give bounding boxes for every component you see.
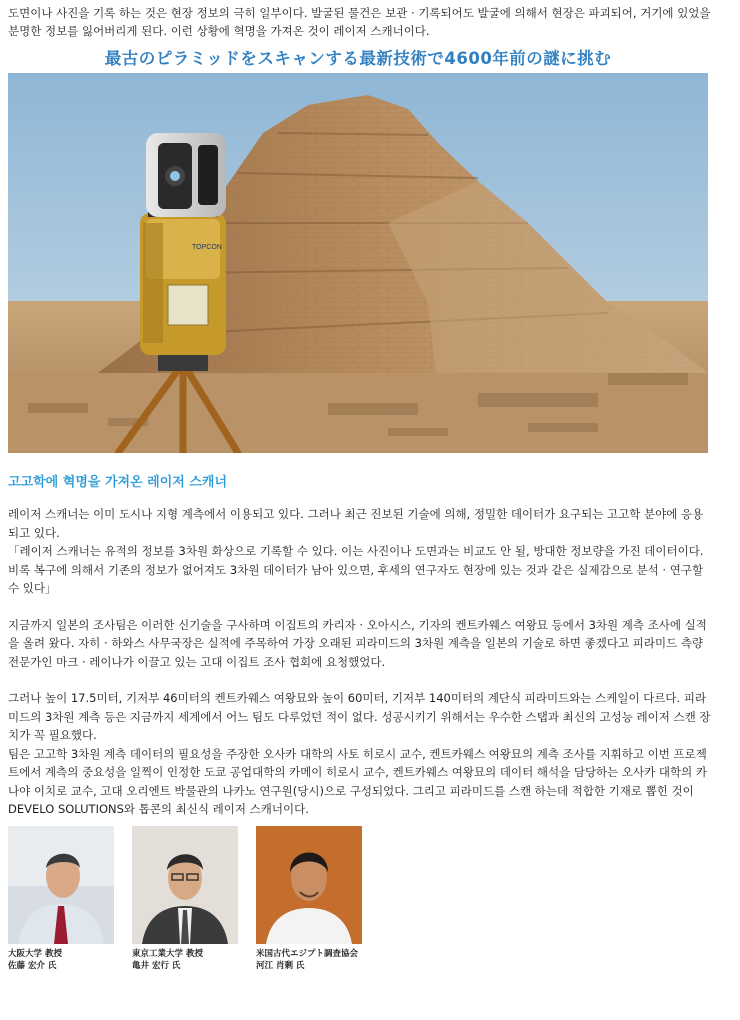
- section-title: 고고학에 혁명을 가져온 레이저 스캐너: [8, 475, 228, 490]
- caption-name: 河江 肖剰 氏: [256, 961, 305, 971]
- avatar: [8, 826, 114, 944]
- paragraph-gap: [8, 671, 712, 689]
- caption-name: 佐藤 宏介 氏: [8, 961, 57, 971]
- caption-affiliation: 大阪大学 教授: [8, 949, 62, 959]
- scanner-brand-label: TOPCON: [192, 244, 222, 251]
- intro-paragraph: 도면이나 사진을 기록 하는 것은 현장 정보의 극히 일부이다. 발굴된 물건은 보관 · 기록되어도 발굴에 의해서 현장은 파괴되어, 거기에 있었을 분명한 정보를 잃어버리게 된다. 이런 상황에 혁명을 가져온 것이 레이저 스캐너이다.: [8, 6, 711, 38]
- portrait-kamei: [132, 826, 238, 972]
- portrait-caption: [8, 948, 114, 972]
- portrait-caption: [256, 948, 362, 972]
- portrait-row: [8, 826, 362, 972]
- avatar: [256, 826, 362, 944]
- caption-name: 亀井 宏行 氏: [132, 961, 181, 971]
- paragraph: 레이저 스캐너는 이미 도시나 지형 계측에서 이용되고 있다. 그러나 최근 진보된 기술에 의해, 정밀한 데이터가 요구되는 고고학 분야에 응용되고 있다.: [8, 507, 704, 540]
- portrait-kawae: [256, 826, 362, 972]
- caption-affiliation: 東京工業大学 教授: [132, 949, 203, 959]
- pyramid-scanner-photo: [8, 73, 708, 453]
- portrait-sato: [8, 826, 114, 972]
- portrait-caption: [132, 948, 238, 972]
- article-body: [8, 505, 712, 819]
- paragraph: 「레이저 스캐너는 유적의 정보를 3차원 화상으로 기록할 수 있다. 이는 사진이나 도면과는 비교도 안 될, 방대한 정보량을 가진 데이터이다. 비록 복구에 의해서 기존의 정보가 없어져도 3차원 데이터가 남아 있으면, 후세의 연구자도 현장에 있는 것과 같은 실제감으로 분석 · 연구할 수 있다」: [8, 544, 704, 595]
- caption-affiliation: 米国古代エジプト調査協会: [256, 949, 359, 959]
- paragraph: 지금까지 일본의 조사팀은 이러한 신기술을 구사하며 이집트의 카리자 · 오아시스, 기자의 켄트카웨스 여왕묘 등에서 3차원 계측 조사에 실적을 올려 왔다. 자히 · 하와스 사무국장은 실적에 주목하여 가장 오래된 피라미드의 3차원 계측을 일본의 기술로 하면 좋겠다고 피라미드 측량 전문가인 마크 · 레이나가 이끌고 있는 고대 이집트 조사 협회에 요청했었다.: [8, 617, 707, 669]
- avatar: [132, 826, 238, 944]
- laser-scanner-icon: [140, 133, 226, 355]
- paragraph-gap: [8, 598, 712, 616]
- paragraph: 팀은 고고학 3차원 계측 데이터의 필요성을 주장한 오사카 대학의 사토 히로시 교수, 켄트카웨스 여왕묘의 계측 조사를 지휘하고 이번 프로젝트에서 계측의 중요성을 일찍이 인정한 도쿄 공업대학의 카메이 히로시 교수, 켄트카웨스 여왕묘의 데이터 해석을 담당하는 오사카 대학의 카나야 이치로 교수, 고대 오리엔트 박물관의 나카노 연구원(당시)으로 구성되었다. 그리고 피라미드를 스캔 하는데 적합한 기재로 뽑힌 것이 DEVELO SOLUTIONS와 톱콘의 최신식 레이저 스캐너이다.: [8, 746, 708, 816]
- paragraph: 그러나 높이 17.5미터, 기저부 46미터의 켄트카웨스 여왕묘와 높이 60미터, 기저부 140미터의 계단식 피라미드와는 스케일이 다르다. 피라미드의 3차원 계측 등은 지금까지 세계에서 어느 팀도 다루었던 적이 없다. 성공시키기 위해서는 우수한 스탭과 최신의 고성능 레이저 스캔 장치가 꼭 필요했다.: [8, 691, 711, 742]
- banner-headline: 最古のピラミッドをスキャンする最新技術で4600年前の謎に挑む: [104, 49, 612, 68]
